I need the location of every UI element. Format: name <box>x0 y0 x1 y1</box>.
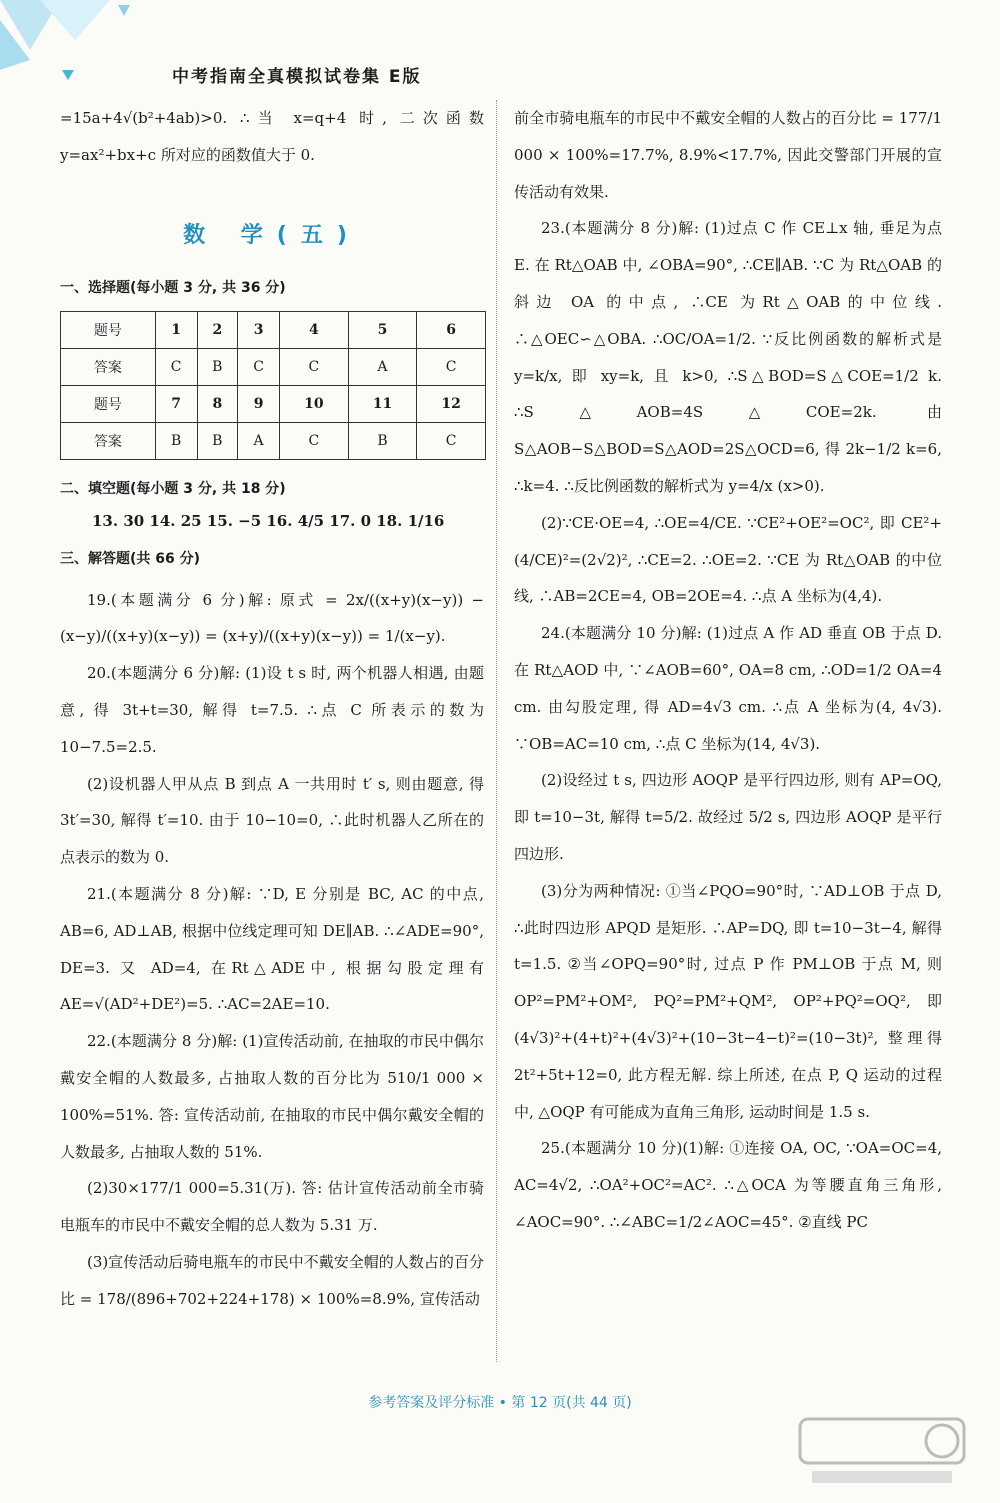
part-fill-heading: 二、填空题(每小题 3 分, 共 18 分) <box>60 480 286 497</box>
answer-20-part1: 20.(本题满分 6 分)解: (1)设 t s 时, 两个机器人相遇, 由题意, 得 3t+t=30, 解得 t=7.5. ∴点 C 所表示的数为 10−7.5=2.5. <box>60 664 484 756</box>
right-column <box>514 100 942 1241</box>
column-divider <box>496 100 497 1362</box>
answer-22-continued: 前全市骑电瓶车的市民中不戴安全帽的人数占的百分比 = 177/1 000 × 100%=17.7%, 8.9%<17.7%, 因此交警部门开展的宣传活动有效果. <box>514 109 942 201</box>
table-row <box>61 422 486 459</box>
answer-table <box>60 311 486 460</box>
part-solve-heading: 三、解答题(共 66 分) <box>60 550 201 567</box>
table-cell: A <box>348 348 417 385</box>
answer-22-part1: 22.(本题满分 8 分)解: (1)宣传活动前, 在抽取的市民中偶尔戴安全帽的人数最多, 占抽取人数的百分比为 510/1 000 × 100%=51%. 答: 宣传活动前, 在抽取的市民中偶尔戴安全帽的人数最多, 占抽取人数的 51%. <box>60 1032 484 1161</box>
watermark-logo <box>792 1413 972 1491</box>
table-cell: 10 <box>280 385 349 422</box>
answer-19: 19.(本题满分 6 分)解: 原式 = 2x/((x+y)(x−y)) − (x−y)/((x+y)(x−y)) = (x+y)/((x+y)(x−y)) = 1/(x−y). <box>60 590 484 646</box>
answer-23-part2: (2)∵CE·OE=4, ∴OE=4/CE. ∵CE²+OE²=OC², 即 CE²+(4/CE)²=(2√2)², ∴CE=2. ∴OE=2. ∵CE 为 Rt△OAB 的中位线, ∴AB=2CE=4, OB=2OE=4. ∴点 A 坐标为(4,4). <box>514 513 942 606</box>
page-footer: 参考答案及评分标准 • 第 12 页(共 44 页) <box>368 1395 632 1411</box>
table-cell: C <box>417 422 486 459</box>
table-cell: 题号 <box>61 385 156 422</box>
corner-decoration <box>0 0 150 90</box>
table-cell: C <box>417 348 486 385</box>
table-cell: 6 <box>417 311 486 348</box>
answer-22-part3: (3)宣传活动后骑电瓶车的市民中不戴安全帽的人数占的百分比 = 178/(896+702+224+178) × 100%=8.9%, 宣传活动 <box>60 1252 484 1308</box>
table-cell: 2 <box>197 311 238 348</box>
answer-24-part3: (3)分为两种情况: ①当∠PQO=90°时, ∵AD⊥OB 于点 D, ∴此时四边形 APQD 是矩形. ∴AP=DQ, 即 t=10−3t−4, 解得 t=1.5. ②当∠OPQ=90°时, 过点 P 作 PM⊥OB 于点 M, 则 OP²=PM²+OM², PQ²=PM²+QM², OP²+PQ²=OQ², 即(4√3)²+(4+t)²+(4√3)²+(10−3t−4−t)²=(10−3t)², 整理得 2t²+5t+12=0, 此方程无解. 综上所述, 在点 P, Q 运动的过程中, △OQP 有可能成为直角三角形, 运动时间是 1.5 s. <box>514 881 942 1121</box>
table-cell: 11 <box>348 385 417 422</box>
section-title: 数 学(五) <box>183 222 361 248</box>
table-cell: C <box>280 348 349 385</box>
answer-24-part1: 24.(本题满分 10 分)解: (1)过点 A 作 AD 垂直 OB 于点 D. 在 Rt△AOD 中, ∵∠AOB=60°, OA=8 cm, ∴OD=1/2 OA=4 cm. 由勾股定理, 得 AD=4√3 cm. ∴点 A 坐标为(4, 4√3). ∵OB=AC=10 cm, ∴点 C 坐标为(14, 4√3). <box>514 624 942 753</box>
answer-24-part2: (2)设经过 t s, 四边形 AOQP 是平行四边形, 则有 AP=OQ, 即 t=10−3t, 解得 t=5/2. 故经过 5/2 s, 四边形 AOQP 是平行四边形. <box>514 771 942 863</box>
table-cell: 7 <box>155 385 197 422</box>
table-cell: B <box>197 348 238 385</box>
page-header: 中考指南全真模拟试卷集 E版 <box>172 67 422 87</box>
table-cell: B <box>155 422 197 459</box>
table-cell: 答案 <box>61 422 156 459</box>
answer-21: 21.(本题满分 8 分)解: ∵D, E 分别是 BC, AC 的中点, AB=6, AD⊥AB, 根据中位线定理可知 DE∥AB. ∴∠ADE=90°, DE=3. 又 AD=4, 在Rt△ADE中, 根据勾股定理有 AE=√(AD²+DE²)=5. ∴AC=2AE=10. <box>60 884 484 1014</box>
table-cell: 题号 <box>61 311 156 348</box>
table-cell: C <box>238 348 280 385</box>
table-row <box>61 311 486 348</box>
table-cell: B <box>348 422 417 459</box>
table-cell: C <box>280 422 349 459</box>
fill-answers: 13. 30 14. 25 15. −5 16. 4/5 17. 0 18. 1/16 <box>92 511 445 530</box>
table-cell: 答案 <box>61 348 156 385</box>
left-column <box>60 100 484 1318</box>
part-choice-heading: 一、选择题(每小题 3 分, 共 36 分) <box>60 279 286 296</box>
table-cell: C <box>155 348 197 385</box>
table-cell: 12 <box>417 385 486 422</box>
table-cell: 9 <box>238 385 280 422</box>
answer-20-part2: (2)设机器人甲从点 B 到点 A 一共用时 t′ s, 则由题意, 得 3t′=30, 解得 t′=10. 由于 10−10=0, ∴此时机器人乙所在的点表示的数为 0. <box>60 774 484 867</box>
table-cell: 8 <box>197 385 238 422</box>
table-row <box>61 348 486 385</box>
table-cell: B <box>197 422 238 459</box>
table-cell: 5 <box>348 311 417 348</box>
answer-22-part2: (2)30×177/1 000=5.31(万). 答: 估计宣传活动前全市骑电瓶车的市民中不戴安全帽的总人数为 5.31 万. <box>60 1179 484 1235</box>
table-row <box>61 385 486 422</box>
table-cell: 3 <box>238 311 280 348</box>
table-cell: 4 <box>280 311 349 348</box>
table-cell: A <box>238 422 280 459</box>
intro-text: =15a+4√(b²+4ab)>0. ∴当 x=q+4 时, 二次函数 y=ax²+bx+c 所对应的函数值大于 0. <box>60 109 484 164</box>
table-cell: 1 <box>155 311 197 348</box>
answer-25: 25.(本题满分 10 分)(1)解: ①连接 OA, OC, ∵OA=OC=4, AC=4√2, ∴OA²+OC²=AC². ∴△OCA 为等腰直角三角形, ∠AOC=90°. ∴∠ABC=1/2∠AOC=45°. ②直线 PC <box>514 1139 942 1231</box>
answer-23-part1: 23.(本题满分 8 分)解: (1)过点 C 作 CE⊥x 轴, 垂足为点 E. 在 Rt△OAB 中, ∠OBA=90°, ∴CE∥AB. ∵C 为 Rt△OAB 的斜边 OA 的中点, ∴CE 为Rt△OAB的中位线. ∴△OEC∽△OBA. ∴OC/OA=1/2. ∵反比例函数的解析式是 y=k/x, 即 xy=k, 且 k>0, ∴S△BOD=S△COE=1/2 k. ∴S△AOB=4S△COE=2k. 由 S△AOB−S△BOD=S△AOD=2S△OCD=6, 得 2k−1/2 k=6, ∴k=4. ∴反比例函数的解析式为 y=4/x (x>0). <box>514 219 942 495</box>
